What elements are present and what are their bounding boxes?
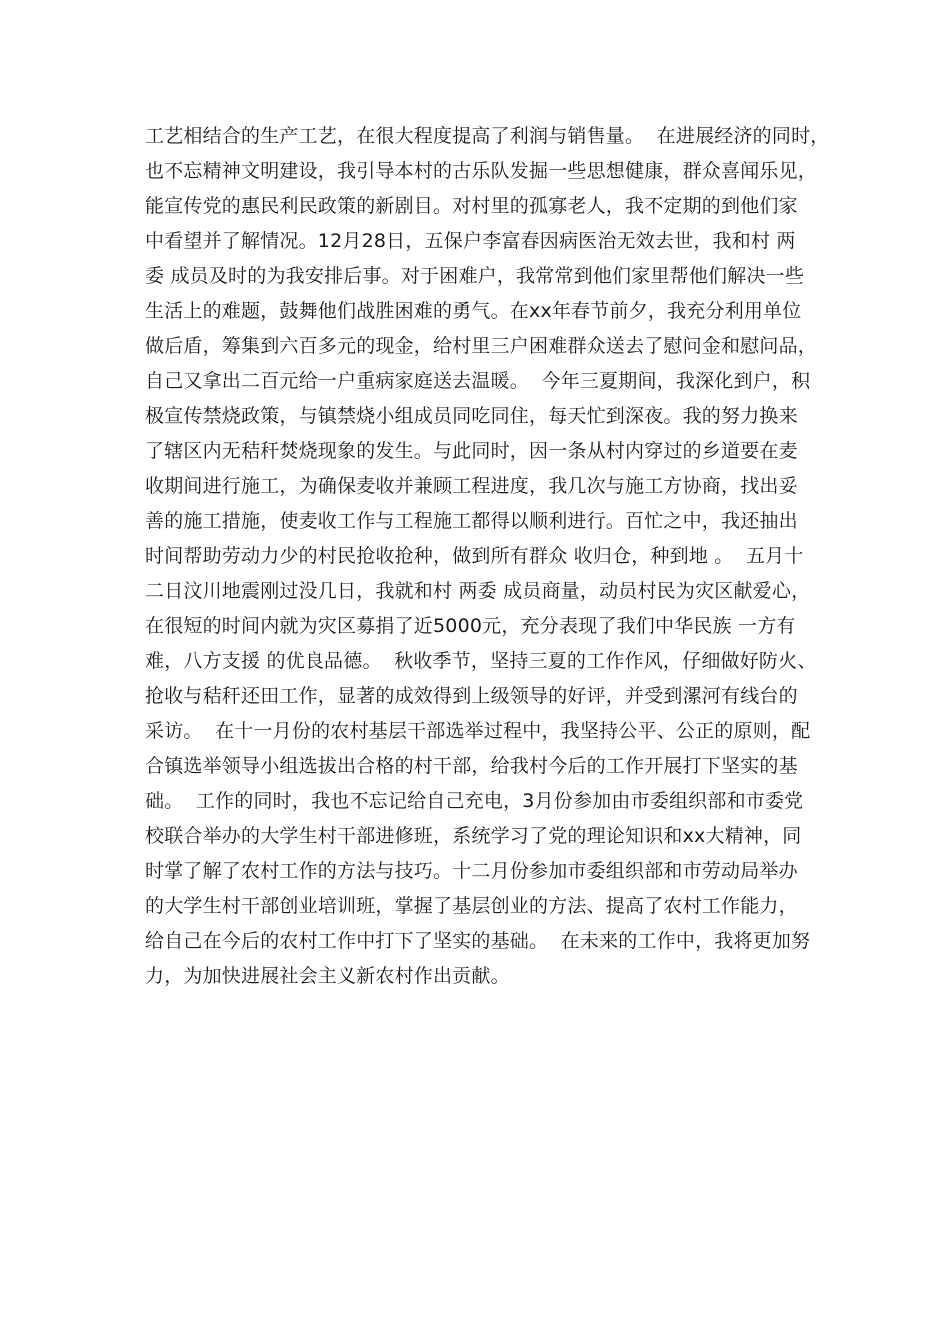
- body-text: [145, 119, 830, 994]
- text-line: 抢收与秸秆还田工作，显著的成效得到上级领导的好评，并受到漯河有线台的: [145, 685, 798, 707]
- text-line: 力，为加快进展社会主义新农村作出贡献。: [145, 965, 510, 987]
- text-line: 收期间进行施工，为确保麦收并兼顾工程进度，我几次与施工方协商，找出妥: [145, 475, 798, 497]
- text-line: 做后盾，筹集到六百多元的现金，给村里三户困难群众送去了慰问金和慰问品，: [145, 335, 818, 357]
- text-line: 了辖区内无秸秆焚烧现象的发生。与此同时，因一条从村内穿过的乡道要在麦: [145, 440, 798, 462]
- text-line: 善的施工措施，使麦收工作与工程施工都得以顺利进行。百忙之中，我还抽出: [145, 510, 798, 532]
- text-line: 生活上的难题，鼓舞他们战胜困难的勇气。在xx年春节前夕，我充分利用单位: [145, 300, 802, 322]
- text-line: 中看望并了解情况。12月28日，五保户李富春因病医治无效去世，我和村 两: [145, 230, 796, 252]
- text-line: 极宣传禁烧政策，与镇禁烧小组成员同吃同住，每天忙到深夜。我的努力换来: [145, 405, 798, 427]
- text-line: 时掌了解了农村工作的方法与技巧。十二月份参加市委组织部和市劳动局举办: [145, 860, 798, 882]
- text-line: 校联合举办的大学生村干部进修班，系统学习了党的理论知识和xx大精神，同: [145, 825, 802, 847]
- text-line: 也不忘精神文明建设，我引导本村的古乐队发掘一些思想健康，群众喜闻乐见，: [145, 160, 818, 182]
- text-line: 委 成员及时的为我安排后事。对于困难户，我常常到他们家里帮他们解决一些: [145, 265, 805, 287]
- text-line: 能宣传党的惠民利民政策的新剧目。对村里的孤寡老人，我不定期的到他们家: [145, 195, 798, 217]
- text-line: 础。 工作的同时，我也不忘记给自己充电，3月份参加由市委组织部和市委党: [145, 790, 804, 812]
- text-line: 难，八方支援 的优良品德。 秋收季节，坚持三夏的工作作风，仔细做好防火、: [145, 650, 817, 672]
- text-line: 给自己在今后的农村工作中打下了坚实的基础。 在未来的工作中，我将更加努: [145, 930, 811, 952]
- text-line: 的大学生村干部创业培训班，掌握了基层创业的方法、提高了农村工作能力，: [145, 895, 798, 917]
- text-line: 工艺相结合的生产工艺，在很大程度提高了利润与销售量。 在进展经济的同时，: [145, 125, 830, 147]
- text-line: 时间帮助劳动力少的村民抢收抢种，做到所有群众 收归仓，种到地 。 五月十: [145, 545, 804, 567]
- text-line: 合镇选举领导小组选拔出合格的村干部，给我村今后的工作开展打下坚实的基: [145, 755, 798, 777]
- text-line: 采访。 在十一月份的农村基层干部选举过程中，我坚持公平、公正的原则，配: [145, 720, 811, 742]
- text-line: 在很短的时间内就为灾区募捐了近5000元，充分表现了我们中华民族 一方有: [145, 615, 796, 637]
- text-line: 二日汶川地震刚过没几日，我就和村 两委 成员商量，动员村民为灾区献爱心，: [145, 580, 811, 602]
- text-line: 自己又拿出二百元给一户重病家庭送去温暖。 今年三夏期间，我深化到户，积: [145, 370, 811, 392]
